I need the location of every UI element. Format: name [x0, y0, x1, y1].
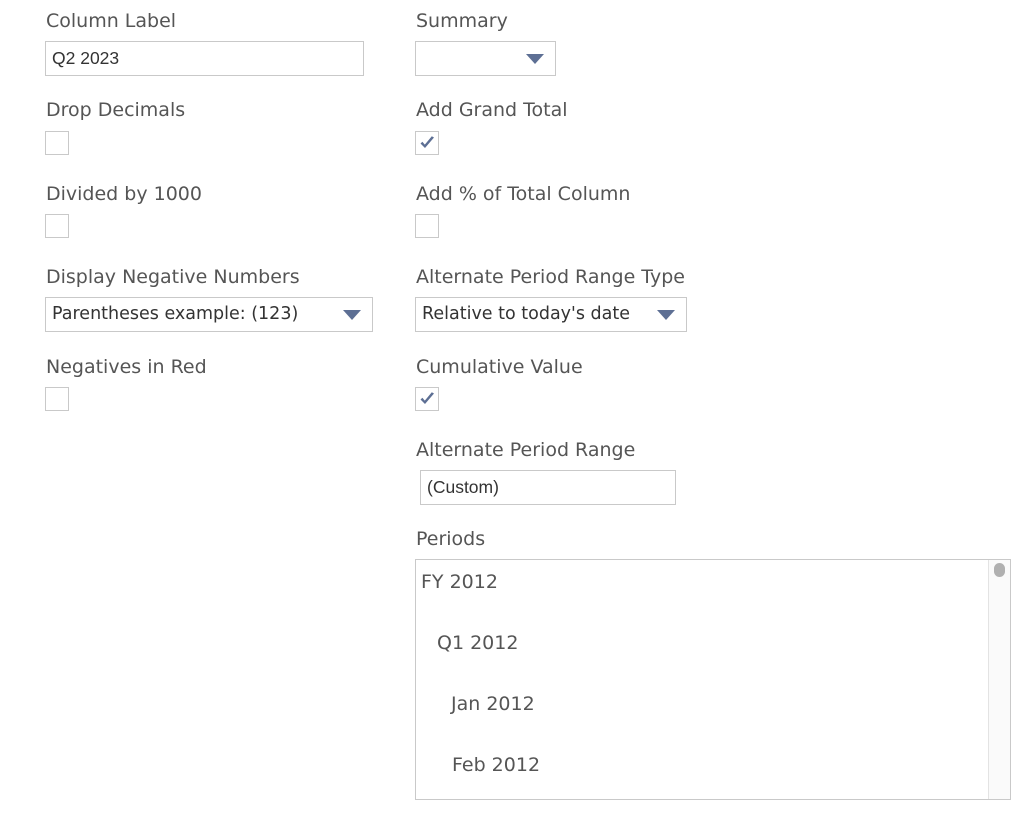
cumulative-value-label: Cumulative Value: [416, 356, 583, 378]
alternate-period-range-type-select[interactable]: [415, 297, 687, 332]
chevron-down-icon: [526, 54, 544, 64]
display-negative-numbers-value: Parentheses example: (123): [52, 304, 299, 324]
scrollbar-thumb[interactable]: [994, 563, 1005, 577]
list-item[interactable]: FY 2012: [421, 571, 498, 593]
divided-by-1000-checkbox[interactable]: [45, 214, 69, 238]
alternate-period-range-type-value: Relative to today's date: [422, 304, 630, 324]
list-item[interactable]: Feb 2012: [452, 754, 541, 776]
cumulative-value-checkbox[interactable]: [415, 387, 439, 411]
negatives-in-red-label: Negatives in Red: [46, 356, 207, 378]
summary-label: Summary: [416, 10, 508, 32]
periods-scrollbar[interactable]: [988, 560, 1010, 799]
add-grand-total-label: Add Grand Total: [416, 99, 568, 121]
alternate-period-range-label: Alternate Period Range: [416, 439, 636, 461]
column-label-input[interactable]: [45, 41, 364, 76]
chevron-down-icon: [657, 310, 675, 320]
column-label-label: Column Label: [46, 10, 177, 32]
checkmark-icon: [419, 135, 435, 151]
display-negative-numbers-select[interactable]: [45, 297, 373, 332]
drop-decimals-label: Drop Decimals: [46, 99, 186, 121]
add-pct-total-column-label: Add % of Total Column: [416, 183, 631, 205]
list-item[interactable]: Q1 2012: [437, 632, 519, 654]
alternate-period-range-type-label: Alternate Period Range Type: [416, 266, 685, 288]
divided-by-1000-label: Divided by 1000: [46, 183, 202, 205]
list-item[interactable]: Jan 2012: [451, 693, 535, 715]
add-pct-total-column-checkbox[interactable]: [415, 214, 439, 238]
negatives-in-red-checkbox[interactable]: [45, 387, 69, 411]
alternate-period-range-input[interactable]: [420, 470, 676, 505]
drop-decimals-checkbox[interactable]: [45, 131, 69, 155]
checkmark-icon: [419, 391, 435, 407]
summary-select[interactable]: [415, 41, 556, 76]
periods-label: Periods: [416, 528, 486, 550]
display-negative-numbers-label: Display Negative Numbers: [46, 266, 300, 288]
chevron-down-icon: [343, 310, 361, 320]
add-grand-total-checkbox[interactable]: [415, 131, 439, 155]
periods-listbox[interactable]: [415, 559, 1011, 800]
